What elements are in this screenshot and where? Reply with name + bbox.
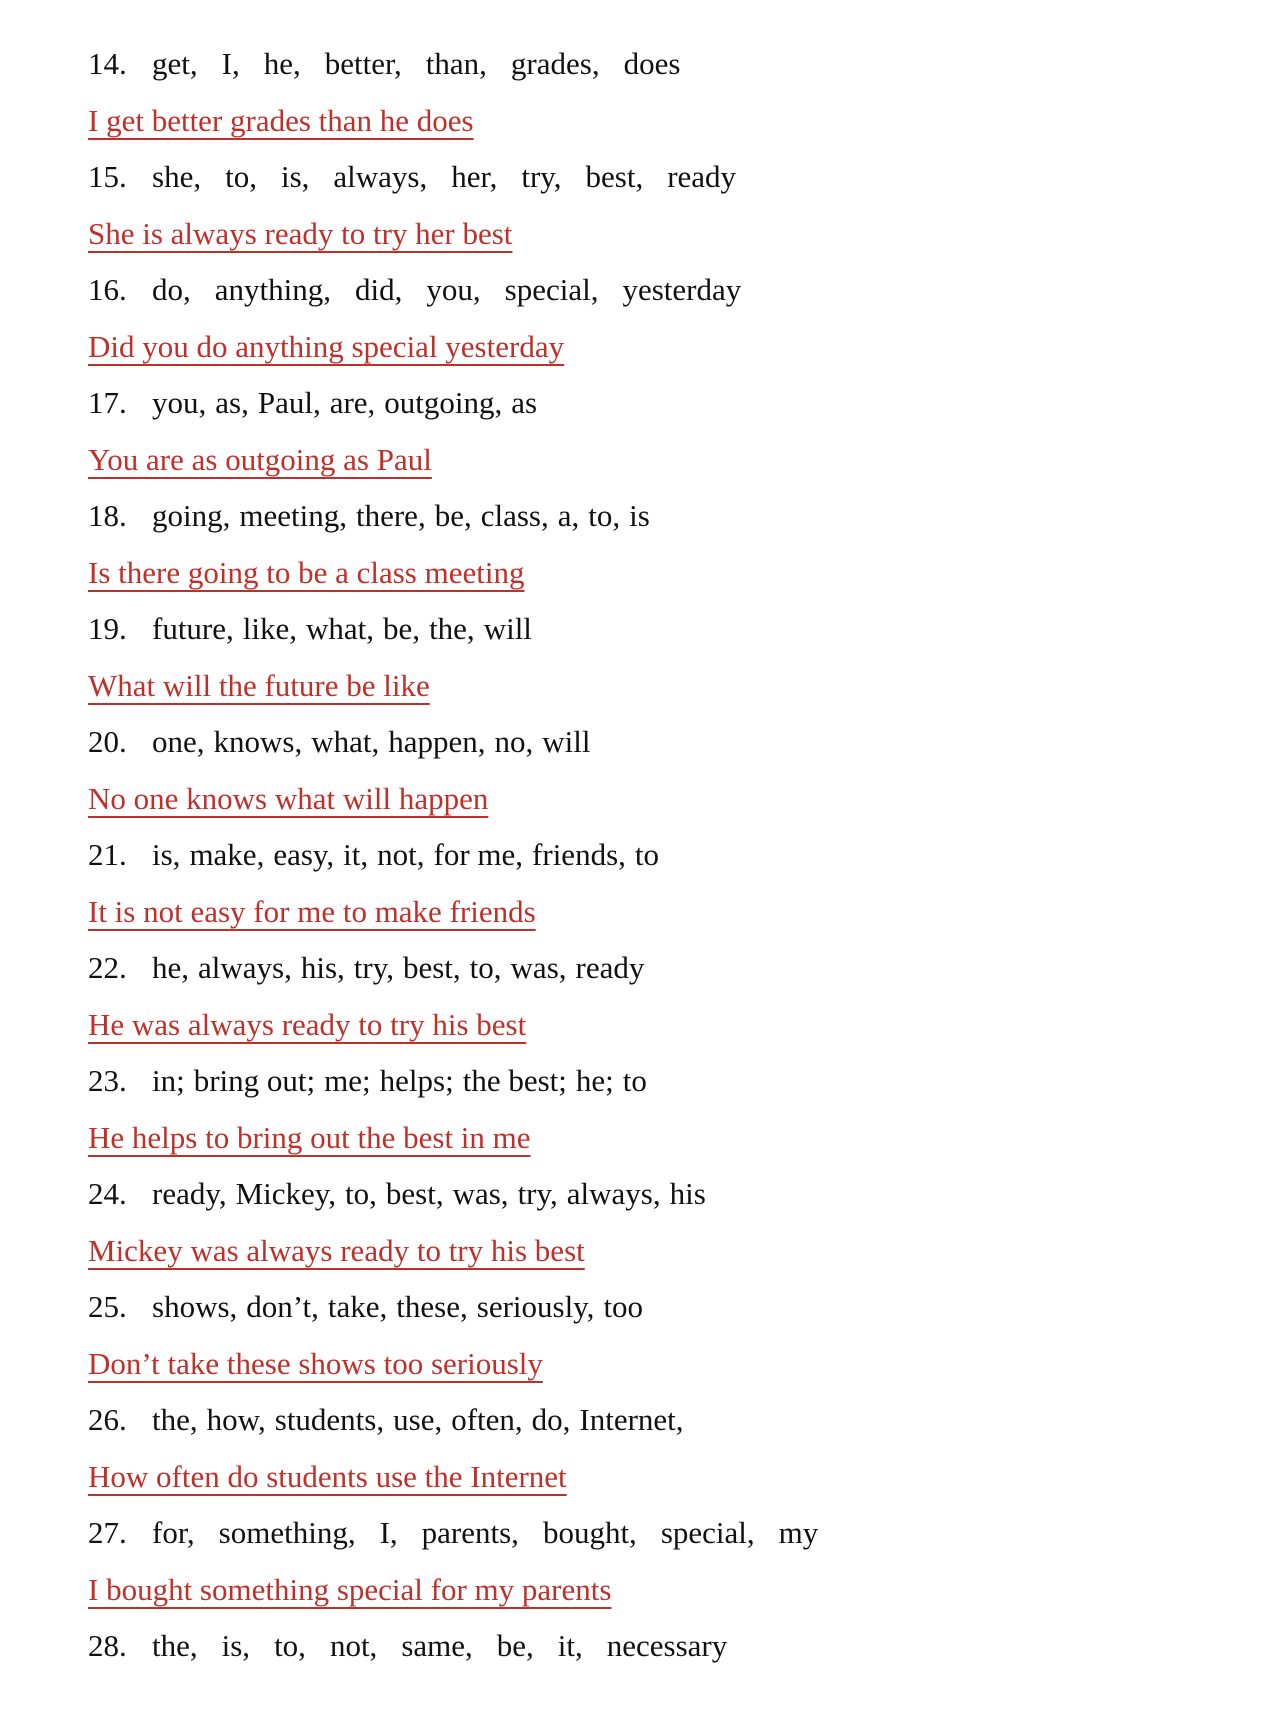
scrambled-word: what, bbox=[311, 724, 380, 759]
answer-line bbox=[88, 1674, 1208, 1731]
question-line bbox=[88, 1392, 1208, 1448]
scrambled-word: I, bbox=[379, 1515, 398, 1550]
answer-line bbox=[88, 770, 1208, 827]
scrambled-word: will bbox=[483, 611, 532, 646]
answer-text: It is not easy for me to make friends bbox=[88, 894, 536, 929]
scrambled-word: try, bbox=[517, 1176, 558, 1211]
scrambled-word: than, bbox=[425, 46, 487, 81]
scrambled-word: it, bbox=[343, 837, 369, 872]
scrambled-word: there, bbox=[355, 498, 426, 533]
question-number: 20. bbox=[88, 724, 127, 759]
scrambled-word: parents, bbox=[421, 1515, 519, 1550]
scrambled-word: grades, bbox=[510, 46, 600, 81]
scrambled-word: a, bbox=[557, 498, 580, 533]
question-line bbox=[88, 827, 1208, 883]
scrambled-word: happen, bbox=[388, 724, 486, 759]
answer-text: You are as outgoing as Paul bbox=[88, 442, 432, 477]
exercise-item bbox=[88, 262, 1208, 375]
exercise-item bbox=[88, 601, 1208, 714]
scrambled-word: be, bbox=[496, 1628, 534, 1663]
scrambled-word: to bbox=[634, 837, 660, 872]
scrambled-word: like, bbox=[242, 611, 298, 646]
scrambled-word: to, bbox=[469, 950, 502, 985]
scrambled-word: as bbox=[511, 385, 538, 420]
scrambled-word: try, bbox=[521, 159, 562, 194]
scrambled-word: to, bbox=[225, 159, 257, 194]
answer-line bbox=[88, 1222, 1208, 1279]
scrambled-word: does bbox=[623, 46, 681, 81]
scrambled-word: was, bbox=[452, 1176, 509, 1211]
answer-text: Did you do anything special yesterday bbox=[88, 329, 565, 364]
scrambled-word: always, bbox=[198, 950, 292, 985]
exercise-item bbox=[88, 1392, 1208, 1505]
scrambled-word: you, bbox=[152, 385, 207, 420]
scrambled-word: how, bbox=[206, 1402, 266, 1437]
answer-text: How often do students use the Internet bbox=[88, 1459, 567, 1494]
scrambled-word: to, bbox=[345, 1176, 377, 1211]
scrambled-word: best, bbox=[385, 1176, 444, 1211]
scrambled-word: going, bbox=[152, 498, 231, 533]
scrambled-word: he, bbox=[152, 950, 190, 985]
scrambled-word: he; bbox=[575, 1063, 614, 1098]
scrambled-word: ready bbox=[667, 159, 737, 194]
scrambled-word: Mickey, bbox=[235, 1176, 337, 1211]
question-line bbox=[88, 375, 1208, 431]
question-number: 14. bbox=[88, 46, 127, 81]
question-number: 25. bbox=[88, 1289, 127, 1324]
question-number: 15. bbox=[88, 159, 127, 194]
scrambled-word: is, bbox=[221, 1628, 251, 1663]
scrambled-word: always, bbox=[566, 1176, 661, 1211]
scrambled-word: in; bbox=[152, 1063, 185, 1098]
answer-text: I bought something special for my parents bbox=[88, 1572, 612, 1607]
answer-text: Is there going to be a class meeting bbox=[88, 555, 525, 590]
scrambled-word: outgoing, bbox=[384, 385, 503, 420]
scrambled-word: do, bbox=[531, 1402, 571, 1437]
scrambled-word: Internet, bbox=[579, 1402, 684, 1437]
answer-text: What will the future be like bbox=[88, 668, 430, 703]
scrambled-word: necessary bbox=[606, 1628, 728, 1663]
question-line bbox=[88, 1618, 1208, 1674]
scrambled-word: I, bbox=[221, 46, 240, 81]
scrambled-word: to, bbox=[588, 498, 621, 533]
answer-text: Don’t take these shows too seriously bbox=[88, 1346, 543, 1381]
scrambled-word: is bbox=[629, 498, 650, 533]
scrambled-word: best, bbox=[402, 950, 461, 985]
question-line bbox=[88, 1505, 1208, 1561]
scrambled-word: will bbox=[542, 724, 591, 759]
scrambled-word: for me, bbox=[433, 837, 524, 872]
scrambled-word: be, bbox=[383, 611, 421, 646]
scrambled-word: get, bbox=[152, 46, 198, 81]
scrambled-word: be, bbox=[434, 498, 472, 533]
scrambled-word: special, bbox=[504, 272, 599, 307]
scrambled-word: use, bbox=[393, 1402, 443, 1437]
question-number: 22. bbox=[88, 950, 127, 985]
question-number: 26. bbox=[88, 1402, 127, 1437]
scrambled-word: these, bbox=[396, 1289, 468, 1324]
scrambled-word: are, bbox=[329, 385, 376, 420]
question-line bbox=[88, 36, 1208, 92]
question-number: 16. bbox=[88, 272, 127, 307]
scrambled-word: you, bbox=[426, 272, 481, 307]
exercise-item bbox=[88, 827, 1208, 940]
scrambled-word: the best; bbox=[462, 1063, 567, 1098]
exercise-item bbox=[88, 1279, 1208, 1392]
answer-line bbox=[88, 1109, 1208, 1166]
question-line bbox=[88, 1279, 1208, 1335]
question-line bbox=[88, 262, 1208, 318]
scrambled-word: his bbox=[669, 1176, 706, 1211]
scrambled-word: take, bbox=[327, 1289, 388, 1324]
scrambled-word: what, bbox=[306, 611, 375, 646]
scrambled-word: students, bbox=[274, 1402, 385, 1437]
scrambled-word: one, bbox=[152, 724, 205, 759]
scrambled-word: ready bbox=[575, 950, 645, 985]
answer-text: She is always ready to try her best bbox=[88, 216, 513, 251]
scrambled-word: to bbox=[622, 1063, 647, 1098]
scrambled-word: better, bbox=[324, 46, 402, 81]
exercise-list bbox=[88, 36, 1208, 1731]
scrambled-word: it, bbox=[557, 1628, 583, 1663]
answer-text: I get better grades than he does bbox=[88, 103, 474, 138]
scrambled-word: she, bbox=[152, 159, 202, 194]
scrambled-word: future, bbox=[152, 611, 234, 646]
scrambled-word: bring out; bbox=[193, 1063, 316, 1098]
exercise-item bbox=[88, 149, 1208, 262]
scrambled-word: easy, bbox=[273, 837, 335, 872]
scrambled-word: the, bbox=[152, 1402, 198, 1437]
question-line bbox=[88, 488, 1208, 544]
answer-text: He was always ready to try his best bbox=[88, 1007, 527, 1042]
answer-line bbox=[88, 318, 1208, 375]
scrambled-word: shows, bbox=[152, 1289, 238, 1324]
scrambled-word: special, bbox=[660, 1515, 755, 1550]
question-number: 17. bbox=[88, 385, 127, 420]
question-number: 23. bbox=[88, 1063, 127, 1098]
answer-line bbox=[88, 544, 1208, 601]
exercise-item bbox=[88, 375, 1208, 488]
scrambled-word: not, bbox=[329, 1628, 378, 1663]
scrambled-word: my bbox=[778, 1515, 819, 1550]
answer-line bbox=[88, 1448, 1208, 1505]
scrambled-word: do, bbox=[152, 272, 191, 307]
scrambled-word: often, bbox=[451, 1402, 523, 1437]
exercise-item bbox=[88, 1505, 1208, 1618]
exercise-item bbox=[88, 36, 1208, 149]
scrambled-word: something, bbox=[218, 1515, 356, 1550]
answer-line bbox=[88, 205, 1208, 262]
question-number: 27. bbox=[88, 1515, 127, 1550]
scrambled-word: meeting, bbox=[239, 498, 347, 533]
exercise-item bbox=[88, 714, 1208, 827]
question-number: 18. bbox=[88, 498, 127, 533]
answer-line bbox=[88, 657, 1208, 714]
scrambled-word: no, bbox=[494, 724, 534, 759]
question-line bbox=[88, 149, 1208, 205]
scrambled-word: seriously, bbox=[476, 1289, 595, 1324]
scrambled-word: me; bbox=[324, 1063, 371, 1098]
answer-line bbox=[88, 1561, 1208, 1618]
question-number: 28. bbox=[88, 1628, 127, 1663]
question-line bbox=[88, 1053, 1208, 1109]
exercise-item bbox=[88, 1166, 1208, 1279]
answer-text: Mickey was always ready to try his best bbox=[88, 1233, 585, 1268]
question-line bbox=[88, 714, 1208, 770]
scrambled-word: did, bbox=[355, 272, 403, 307]
exercise-item bbox=[88, 940, 1208, 1053]
scrambled-word: Paul, bbox=[257, 385, 321, 420]
scrambled-word: is, bbox=[152, 837, 181, 872]
exercise-item bbox=[88, 1053, 1208, 1166]
question-number: 24. bbox=[88, 1176, 127, 1211]
scrambled-word: not, bbox=[377, 837, 425, 872]
scrambled-word: same, bbox=[401, 1628, 473, 1663]
scrambled-word: ready, bbox=[152, 1176, 227, 1211]
scrambled-word: best, bbox=[585, 159, 644, 194]
scrambled-word: the, bbox=[429, 611, 475, 646]
scrambled-word: too bbox=[603, 1289, 644, 1324]
question-number: 21. bbox=[88, 837, 127, 872]
scrambled-word: bought, bbox=[542, 1515, 637, 1550]
question-line bbox=[88, 1166, 1208, 1222]
question-line bbox=[88, 601, 1208, 657]
scrambled-word: to, bbox=[274, 1628, 306, 1663]
scrambled-word: try, bbox=[353, 950, 394, 985]
scrambled-word: is, bbox=[280, 159, 310, 194]
answer-line bbox=[88, 92, 1208, 149]
answer-text: No one knows what will happen bbox=[88, 781, 489, 816]
scrambled-word: the, bbox=[152, 1628, 198, 1663]
scrambled-word: her, bbox=[451, 159, 498, 194]
scrambled-word: knows, bbox=[213, 724, 303, 759]
scrambled-word: don’t, bbox=[246, 1289, 319, 1324]
answer-line bbox=[88, 1335, 1208, 1392]
question-number: 19. bbox=[88, 611, 127, 646]
scrambled-word: yesterday bbox=[622, 272, 742, 307]
scrambled-word: always, bbox=[333, 159, 428, 194]
answer-line bbox=[88, 996, 1208, 1053]
scrambled-word: anything, bbox=[214, 272, 331, 307]
exercise-item bbox=[88, 1618, 1208, 1731]
scrambled-word: helps; bbox=[379, 1063, 454, 1098]
exercise-item bbox=[88, 488, 1208, 601]
scrambled-word: friends, bbox=[532, 837, 626, 872]
scrambled-word: make, bbox=[189, 837, 265, 872]
answer-line bbox=[88, 883, 1208, 940]
scrambled-word: class, bbox=[480, 498, 549, 533]
scrambled-word: his, bbox=[300, 950, 345, 985]
scrambled-word: was, bbox=[510, 950, 567, 985]
scrambled-word: he, bbox=[263, 46, 301, 81]
answer-text: He helps to bring out the best in me bbox=[88, 1120, 531, 1155]
scrambled-word: as, bbox=[215, 385, 249, 420]
question-line bbox=[88, 940, 1208, 996]
scrambled-word: for, bbox=[152, 1515, 195, 1550]
answer-line bbox=[88, 431, 1208, 488]
